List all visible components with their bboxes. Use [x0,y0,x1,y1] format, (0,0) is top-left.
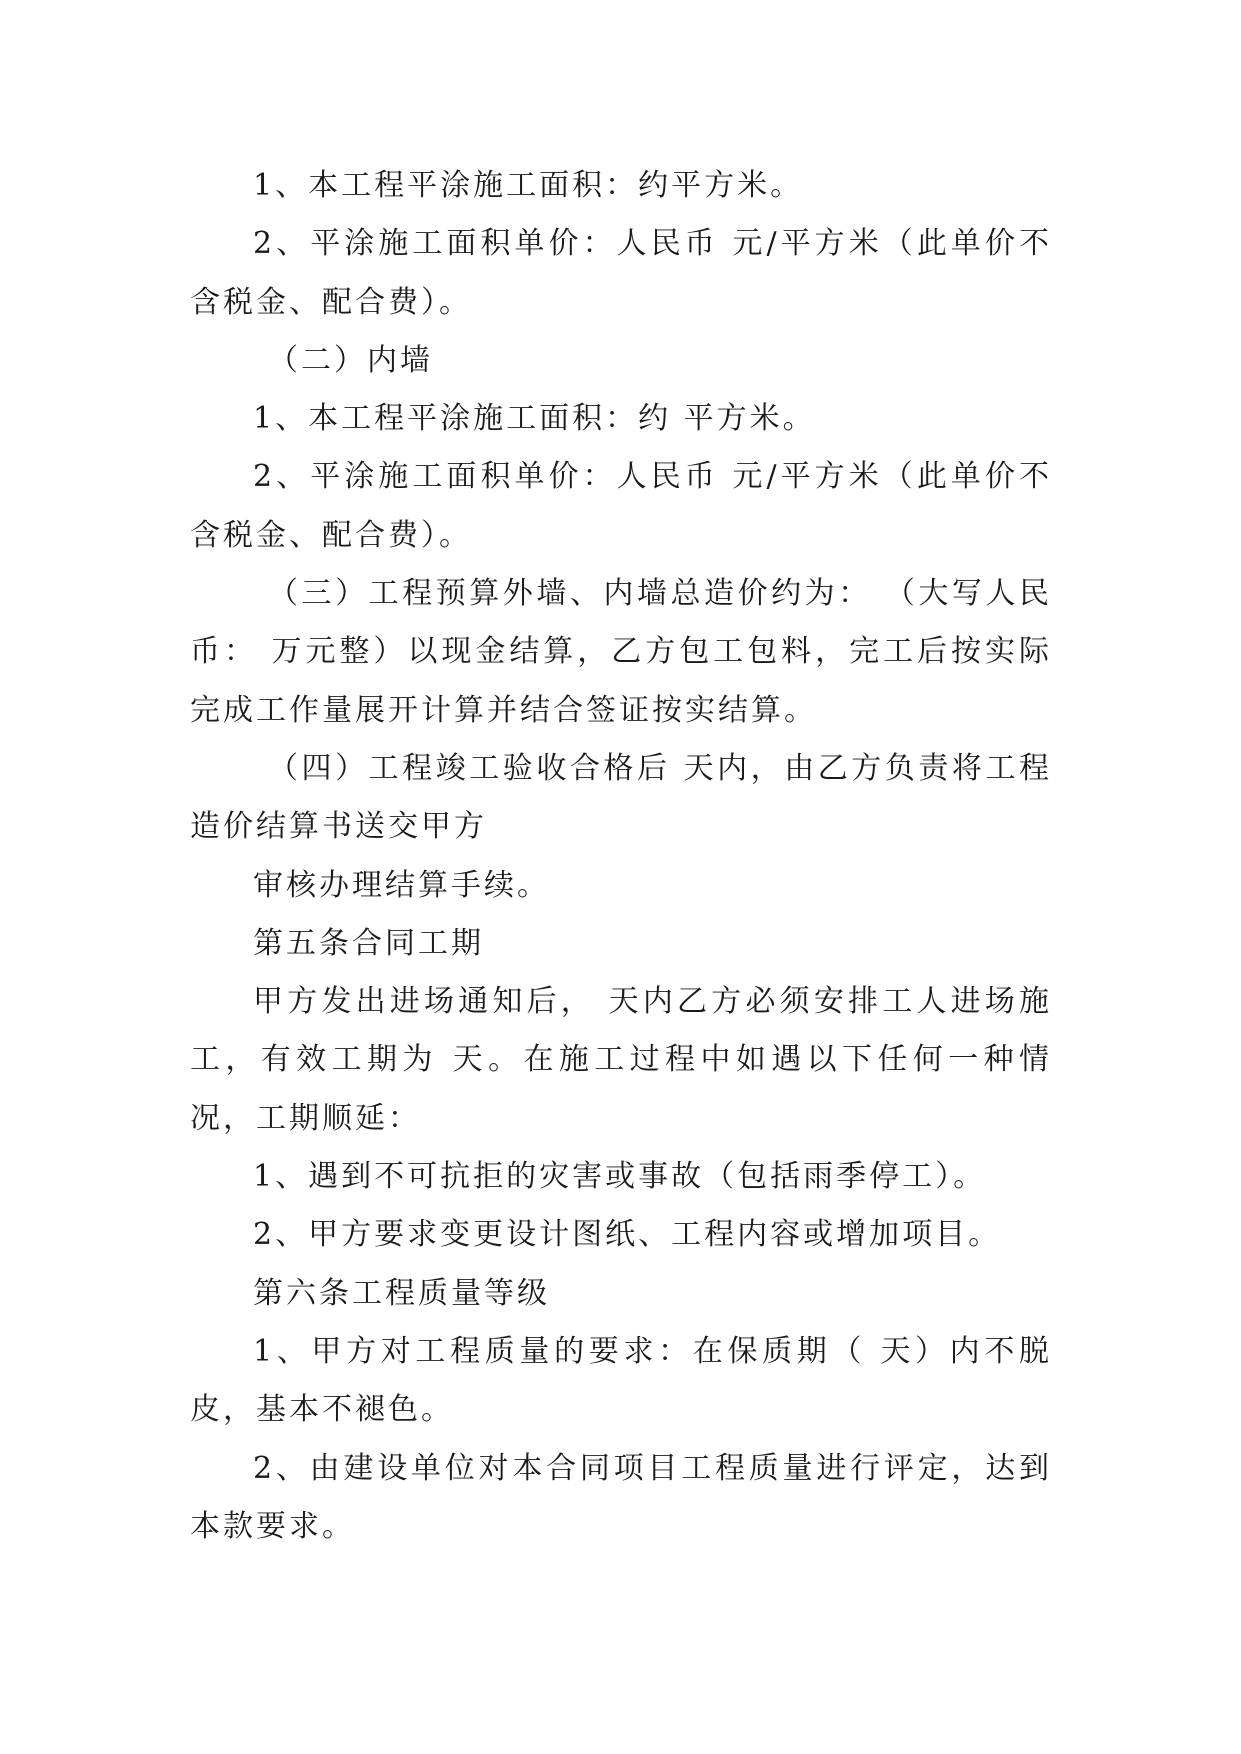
paragraph-settlement-review: 审核办理结算手续。 [253,867,550,903]
paragraph-exterior-area: 1、本工程平涂施工面积：约平方米。 [253,168,804,203]
paragraph-total-cost: （三）工程预算外墙、内墙总造价约为： （大写人民币： 万元整）以现金结算，乙方包工包料，完工后按实际完成工作量展开计算并结合签证按实结算。 [190,576,1052,728]
list-item-design-change: 2、甲方要求变更设计图纸、工程内容或增加项目。 [253,1217,1002,1253]
article-heading-contract-period: 第五条合同工期 [253,925,484,961]
paragraph-interior-area: 1、本工程平涂施工面积：约 平方米。 [253,401,816,437]
article-heading-quality-grade: 第六条工程质量等级 [253,1275,550,1311]
paragraph-construction-period: 甲方发出进场通知后， 天内乙方必须安排工人进场施工，有效工期为 天。在施工过程中如遇以下任何一种情况，工期顺延： [190,984,1052,1136]
list-item-quality-requirement: 1、甲方对工程质量的要求：在保质期（ 天）内不脱皮，基本不褪色。 [190,1333,1052,1428]
section-heading-interior-wall: （二）内墙 [268,342,433,378]
paragraph-interior-unit-price: 2、平涂施工面积单价：人民币 元/平方米（此单价不含税金、配合费）。 [190,459,1052,553]
list-item-quality-evaluation: 2、由建设单位对本合同项目工程质量进行评定，达到本款要求。 [190,1450,1052,1544]
paragraph-exterior-unit-price: 2、平涂施工面积单价：人民币 元/平方米（此单价不含税金、配合费）。 [190,226,1052,320]
paragraph-settlement-submission: （四）工程竣工验收合格后 天内，由乙方负责将工程造价结算书送交甲方 [190,750,1052,845]
document-body [190,157,1052,1556]
list-item-force-majeure: 1、遇到不可抗拒的灾害或事故（包括雨季停工）。 [253,1159,987,1195]
